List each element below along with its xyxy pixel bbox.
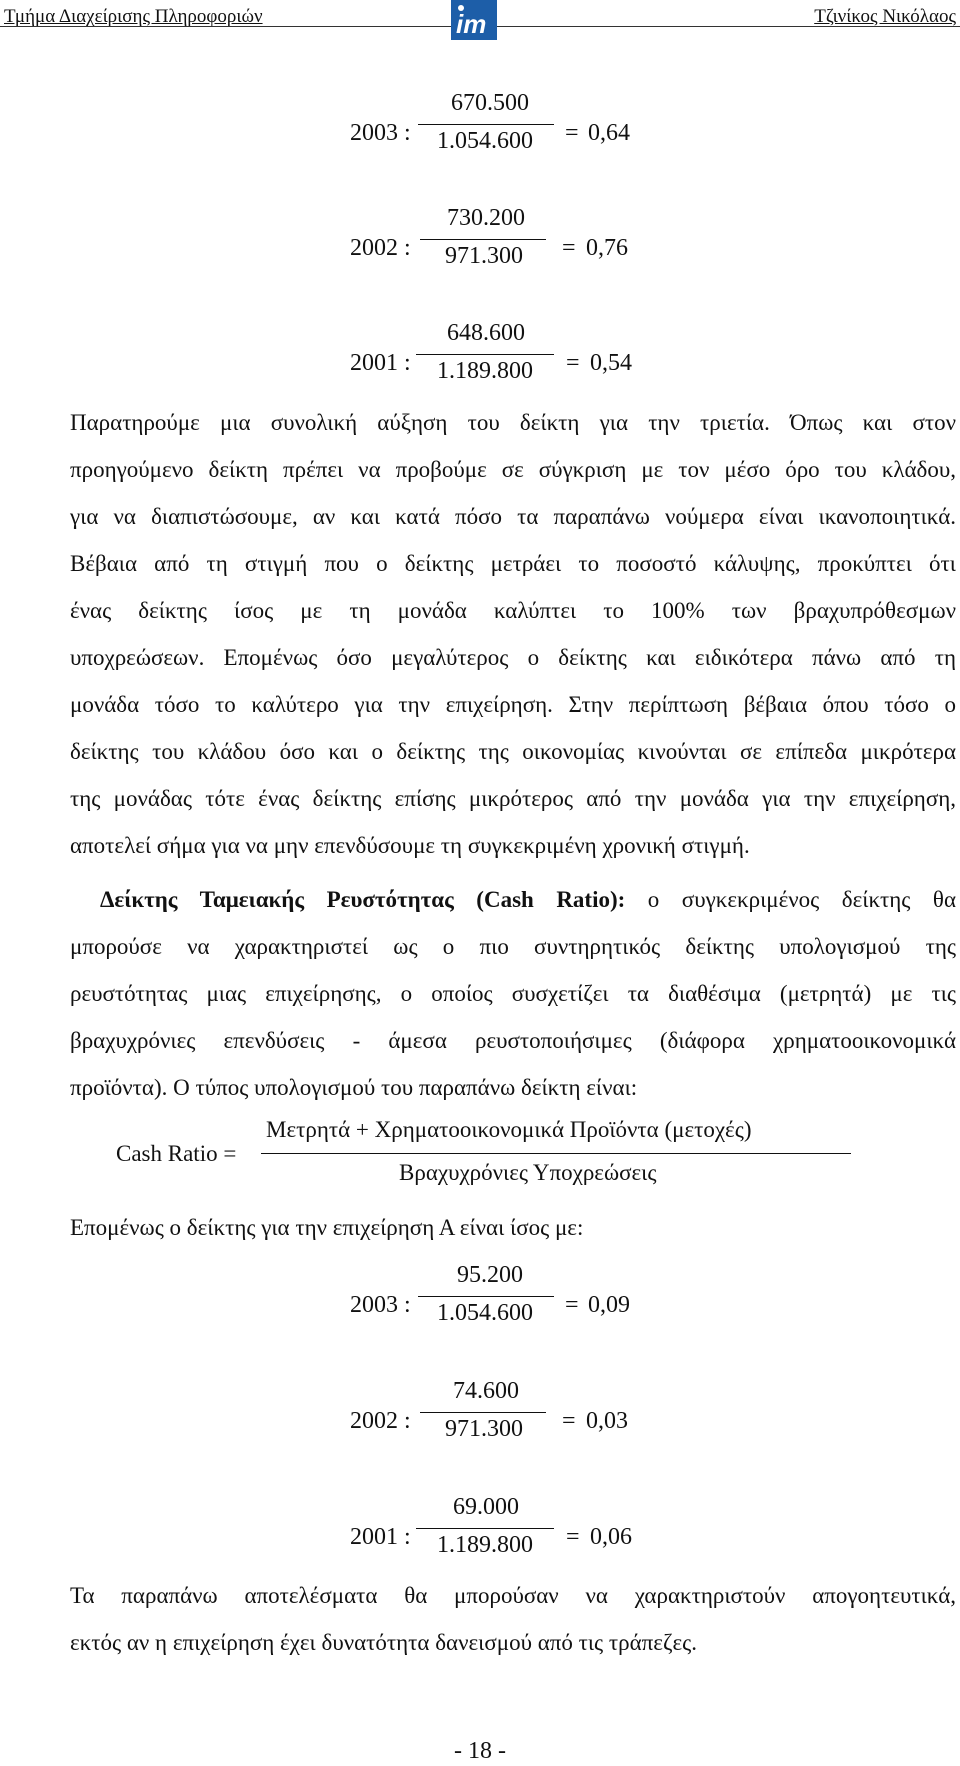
header-department: Τμήμα Διαχείρισης Πληροφοριών — [4, 6, 263, 27]
equation-numerator: 648.600 — [447, 320, 525, 346]
equation-denominator: 1.189.800 — [437, 358, 533, 384]
im-logo-icon — [451, 0, 497, 40]
text-line: ρευστότητας μιας επιχείρησης, ο οποίος συσχετίζει τα διαθέσιμα (μετρητά) με τις — [70, 981, 956, 1006]
page-number: - 18 - — [454, 1738, 506, 1764]
text-line — [70, 876, 956, 923]
fraction-bar — [418, 1296, 554, 1297]
equals-sign: = — [562, 235, 576, 261]
page-header — [0, 0, 960, 46]
fraction-bar — [416, 1528, 554, 1529]
text-line: Παρατηρούμε μια συνολική αύξηση του δείκτη για την τριετία. Όπως και στον — [70, 410, 956, 435]
equals-sign: = — [565, 1292, 579, 1318]
logo-text: im — [456, 9, 487, 39]
fraction-bar — [416, 354, 554, 355]
text-line: μπορούσε να χαρακτηριστεί ως ο πιο συντηρητικός δείκτης υπολογισμού της — [70, 934, 956, 959]
equation-denominator: 1.054.600 — [437, 128, 533, 154]
header-author: Τζινίκος Νικόλαος — [814, 6, 956, 27]
equation-result: 0,76 — [586, 235, 628, 261]
equation-result: 0,64 — [588, 120, 630, 146]
text-line: μονάδα τόσο το καλύτερο για την επιχείρηση. Στην περίπτωση βέβαια όπου τόσο ο — [70, 692, 956, 717]
fraction-bar — [420, 1412, 546, 1413]
text-line: δείκτης του κλάδου όσο και ο δείκτης της οικονομίας κινούνται σε επίπεδα μικρότερα — [70, 739, 956, 764]
equation-result: 0,09 — [588, 1292, 630, 1318]
equation-numerator: 69.000 — [453, 1494, 519, 1520]
text-line: για να διαπιστώσουμε, αν και κατά πόσο τα παραπάνω νούμερα είναι ικανοποιητικά. — [70, 504, 956, 529]
equation-label: 2002 : — [350, 1408, 411, 1434]
fraction-bar — [420, 239, 546, 240]
equation-result: 0,03 — [586, 1408, 628, 1434]
equation-label: 2001 : — [350, 350, 411, 376]
equation-numerator: 730.200 — [447, 205, 525, 231]
paragraph-intro-b — [70, 1204, 956, 1251]
equation-denominator: 971.300 — [445, 243, 523, 269]
formula-label: Cash Ratio = — [116, 1141, 237, 1166]
text-line: Τα παραπάνω αποτελέσματα θα μπορούσαν να χαρακτηριστούν απογοητευτικά, — [70, 1583, 956, 1608]
text-line: Επομένως ο δείκτης για την επιχείρηση Α είναι ίσος με: — [70, 1215, 584, 1240]
term-cash-ratio: Δείκτης Ταμειακής Ρευστότητας (Cash Ratio): — [100, 887, 626, 912]
equals-sign: = — [562, 1408, 576, 1434]
equation-label: 2003 : — [350, 120, 411, 146]
paragraph-conclusion — [70, 1572, 956, 1666]
text-line: προϊόντα). Ο τύπος υπολογισμού του παραπάνω δείκτη είναι: — [70, 1075, 638, 1100]
text-line: εκτός αν η επιχείρηση έχει δυνατότητα δανεισμού από τις τράπεζες. — [70, 1630, 697, 1655]
formula-numerator: Μετρητά + Χρηματοοικονομικά Προϊόντα (μετοχές) — [266, 1117, 752, 1142]
equation-label: 2002 : — [350, 235, 411, 261]
equation-numerator: 74.600 — [453, 1378, 519, 1404]
term-definition: ο συγκεκριμένος δείκτης θα — [625, 887, 956, 912]
fraction-bar — [418, 124, 554, 125]
equation-result: 0,54 — [590, 350, 632, 376]
text-line: προηγούμενο δείκτη πρέπει να προβούμε σε σύγκριση με τον μέσο όρο του κλάδου, — [70, 457, 956, 482]
equation-label: 2003 : — [350, 1292, 411, 1318]
text-line: αποτελεί σήμα για να μην επενδύσουμε τη συγκεκριμένη χρονική στιγμή. — [70, 833, 750, 858]
equation-label: 2001 : — [350, 1524, 411, 1550]
equation-denominator: 971.300 — [445, 1416, 523, 1442]
equation-denominator: 1.189.800 — [437, 1532, 533, 1558]
text-line: βραχυχρόνιες επενδύσεις - άμεσα ρευστοποιήσιμες (διάφορα χρηματοοικονομικά — [70, 1028, 956, 1053]
equals-sign: = — [566, 350, 580, 376]
equation-numerator: 95.200 — [457, 1262, 523, 1288]
text-line: υποχρεώσεων. Επομένως όσο μεγαλύτερος ο δείκτης και ειδικότερα πάνω από τη — [70, 645, 956, 670]
equals-sign: = — [565, 120, 579, 146]
text-line: ένας δείκτης ίσος με τη μονάδα καλύπτει το 100% των βραχυπρόθεσμων — [70, 598, 956, 623]
text-line: Βέβαια από τη στιγμή που ο δείκτης μετράει το ποσοστό κάλυψης, προκύπτει ότι — [70, 551, 956, 576]
equals-sign: = — [566, 1524, 580, 1550]
text-line: της μονάδας τότε ένας δείκτης επίσης μικρότερος από την μονάδα για την επιχείρηση, — [70, 786, 956, 811]
paragraph-ratio-analysis — [70, 399, 956, 869]
equation-numerator: 670.500 — [451, 90, 529, 116]
equation-result: 0,06 — [590, 1524, 632, 1550]
fraction-bar — [261, 1153, 851, 1154]
formula-denominator: Βραχυχρόνιες Υποχρεώσεις — [399, 1160, 657, 1185]
equation-denominator: 1.054.600 — [437, 1300, 533, 1326]
paragraph-cash-ratio — [70, 876, 956, 1111]
